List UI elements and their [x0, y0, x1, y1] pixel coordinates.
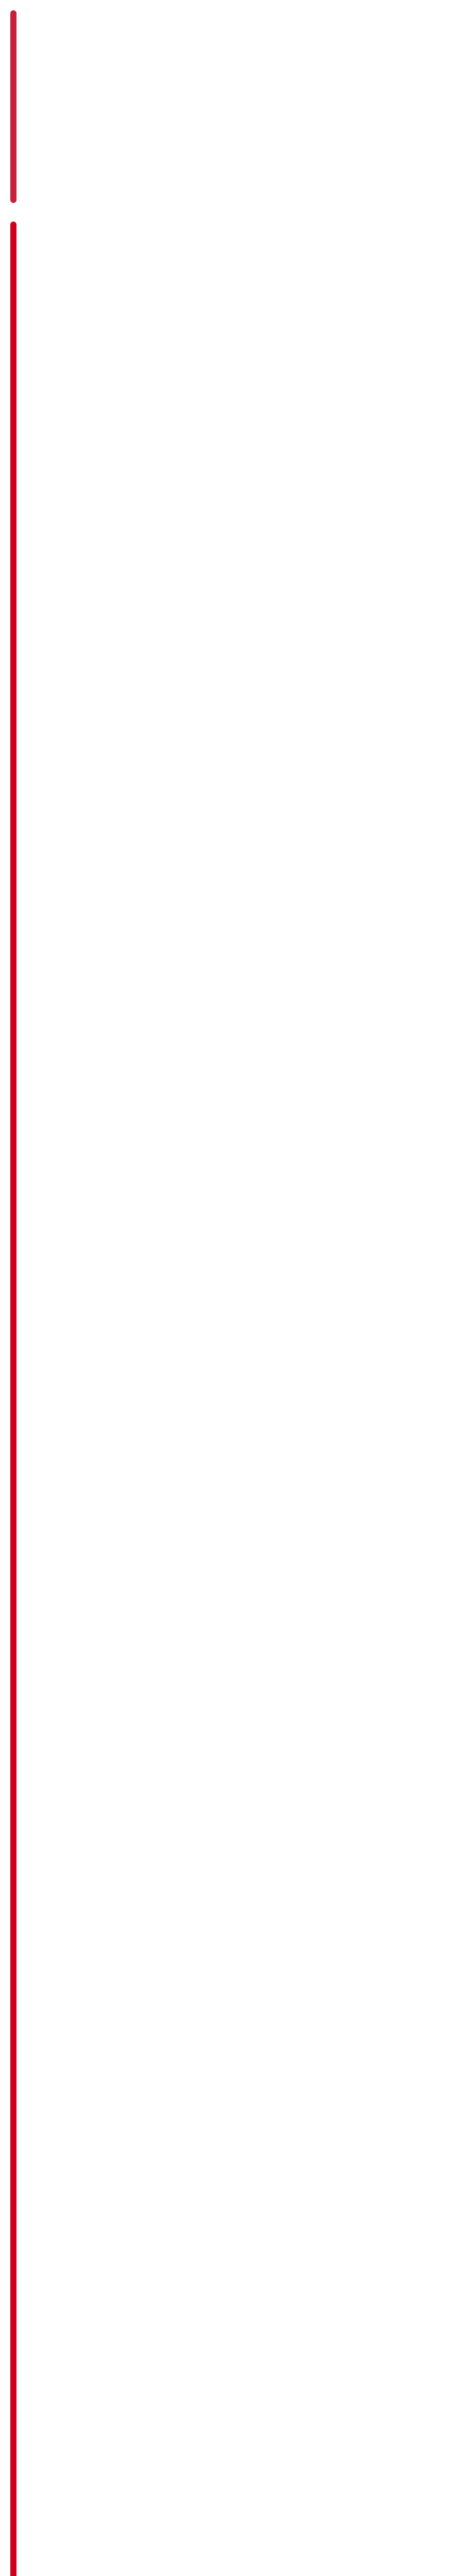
- main-article-box: [10, 222, 16, 2576]
- intro-box: [10, 10, 16, 203]
- article-page: [10, 10, 454, 2576]
